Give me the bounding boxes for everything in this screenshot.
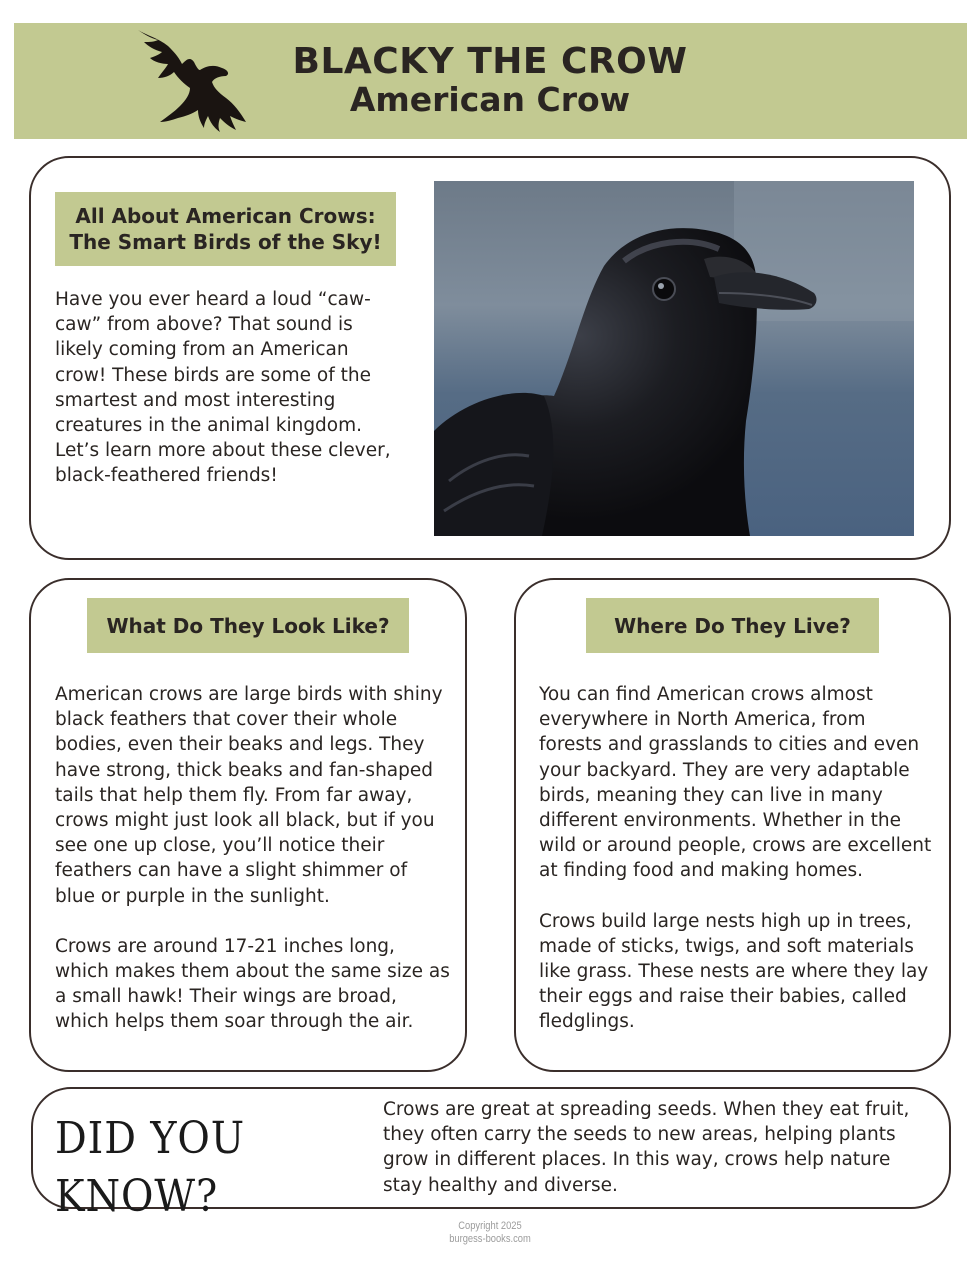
appearance-heading: What Do They Look Like? <box>87 598 409 653</box>
footer-copyright <box>405 1220 575 1246</box>
page-title: BLACKY THE CROW <box>292 41 688 82</box>
habitat-paragraph-2: Crows build large nests high up in trees, made of sticks, twigs, and soft materials like grass. These nests are where they lay their eggs and raise their babies, called fledglings. <box>539 910 929 1033</box>
did-you-know-title: DID YOU KNOW? <box>55 1113 246 1222</box>
habitat-paragraph-1: You can find American crows almost everywhere in North America, from forests and grasslands to cities and even your backyard. They are very adaptable birds, meaning they can live in many different environments. Whether in the wild or around people, crows are excellent at finding food and making homes. <box>539 684 932 882</box>
habitat-heading: Where Do They Live? <box>586 598 879 653</box>
intro-heading: All About American Crows: The Smart Birds of the Sky! <box>55 192 396 266</box>
flying-crow-silhouette-icon <box>134 26 248 134</box>
appearance-paragraph-1: American crows are large birds with shiny black feathers that cover their whole bodies, even their beaks and legs. They have strong, thick beaks and fan-shaped tails that help them fly. From far away, crows might just look all black, but if you see one up close, you’ll notice their feathers can have a slight shimmer of blue or purple in the sunlight. <box>55 684 443 907</box>
habitat-text <box>539 682 934 1035</box>
intro-text: Have you ever heard a loud “caw-caw” from above? That sound is likely coming from an American crow! These birds are some of the smartest and most interesting creatures in the animal kingdom. Let’s learn more about these clever, black-feathered friends! <box>55 289 391 487</box>
appearance-paragraph-2: Crows are around 17-21 inches long, which makes them about the same size as a small hawk! Their wings are broad, which helps them soar through the air. <box>55 935 450 1033</box>
page-subtitle: American Crow <box>349 80 631 119</box>
appearance-text <box>55 682 450 1035</box>
copyright-line: Copyright 2025 <box>458 1220 522 1232</box>
website-line: burgess-books.com <box>449 1233 531 1245</box>
crow-photo <box>434 181 914 536</box>
did-you-know-text: Crows are great at spreading seeds. When they eat fruit, they often carry the seeds to new areas, helping plants grow in different places. In this way, crows help nature stay healthy and diverse. <box>383 1099 910 1196</box>
